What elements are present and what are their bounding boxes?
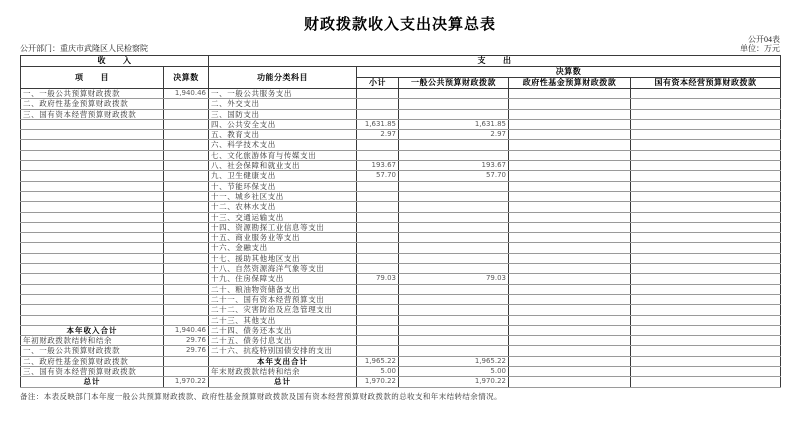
header-function-category: 功能分类科目: [209, 67, 357, 89]
expense-gov-fund-cell: [509, 315, 631, 325]
table-row: [21, 356, 781, 366]
expense-subtotal-cell: [357, 294, 399, 304]
income-item-cell: [21, 181, 164, 191]
table-row: [21, 181, 781, 191]
table-row: [21, 150, 781, 160]
income-amount-cell: [164, 264, 209, 274]
expense-item-cell: 二十一、国有资本经营预算支出: [209, 294, 357, 304]
income-item-cell: 总计: [21, 377, 164, 387]
expense-item-cell: 二十五、债务付息支出: [209, 336, 357, 346]
expense-state-capital-cell: [631, 325, 781, 335]
table-row: [21, 222, 781, 232]
expense-gov-fund-cell: [509, 367, 631, 377]
income-item-cell: 一、一般公共预算财政拨款: [21, 346, 164, 356]
income-item-cell: [21, 191, 164, 201]
expense-subtotal-cell: [357, 150, 399, 160]
table-row: [21, 377, 781, 387]
expense-subtotal-cell: [357, 99, 399, 109]
expense-gov-fund-cell: [509, 119, 631, 129]
expense-subtotal-cell: [357, 315, 399, 325]
expense-general-public-cell: 5.00: [399, 367, 509, 377]
expense-state-capital-cell: [631, 336, 781, 346]
expense-state-capital-cell: [631, 346, 781, 356]
income-item-cell: [21, 305, 164, 315]
expense-item-cell: 十四、资源勘探工业信息等支出: [209, 222, 357, 232]
expense-state-capital-cell: [631, 274, 781, 284]
expense-subtotal-cell: [357, 305, 399, 315]
header-state-capital-budget: 国有资本经营预算财政拨款: [631, 78, 781, 89]
income-amount-cell: [164, 150, 209, 160]
income-amount-cell: [164, 367, 209, 377]
income-amount-cell: [164, 191, 209, 201]
expense-item-cell: 四、公共安全支出: [209, 119, 357, 129]
expense-gov-fund-cell: [509, 356, 631, 366]
expense-general-public-cell: [399, 202, 509, 212]
expense-subtotal-cell: [357, 222, 399, 232]
meta-block: [20, 35, 780, 54]
expense-general-public-cell: [399, 294, 509, 304]
expense-gov-fund-cell: [509, 253, 631, 263]
expense-general-public-cell: 1,965.22: [399, 356, 509, 366]
expense-general-public-cell: 193.67: [399, 161, 509, 171]
expense-item-cell: 二十六、抗疫特别国债安排的支出: [209, 346, 357, 356]
table-row: [21, 367, 781, 377]
expense-state-capital-cell: [631, 264, 781, 274]
income-amount-cell: [164, 284, 209, 294]
expense-subtotal-cell: 193.67: [357, 161, 399, 171]
header-general-public-budget: 一般公共预算财政拨款: [399, 78, 509, 89]
income-item-cell: [21, 222, 164, 232]
expense-state-capital-cell: [631, 253, 781, 263]
expense-subtotal-cell: [357, 140, 399, 150]
expense-gov-fund-cell: [509, 171, 631, 181]
fiscal-appropriation-table: [20, 55, 781, 388]
table-row: [21, 264, 781, 274]
expense-state-capital-cell: [631, 294, 781, 304]
expense-item-cell: 六、科学技术支出: [209, 140, 357, 150]
expense-state-capital-cell: [631, 315, 781, 325]
expense-state-capital-cell: [631, 212, 781, 222]
expense-gov-fund-cell: [509, 222, 631, 232]
expense-subtotal-cell: 1,631.85: [357, 119, 399, 129]
table-row: [21, 161, 781, 171]
header-subtotal: 小计: [357, 78, 399, 89]
header-gov-fund-budget: 政府性基金预算财政拨款: [509, 78, 631, 89]
expense-gov-fund-cell: [509, 89, 631, 99]
expense-general-public-cell: [399, 89, 509, 99]
expense-subtotal-cell: 1,965.22: [357, 356, 399, 366]
table-row: [21, 284, 781, 294]
expense-subtotal-cell: 5.00: [357, 367, 399, 377]
expense-state-capital-cell: [631, 356, 781, 366]
income-amount-cell: 29.76: [164, 346, 209, 356]
expense-state-capital-cell: [631, 99, 781, 109]
income-item-cell: [21, 253, 164, 263]
expense-state-capital-cell: [631, 150, 781, 160]
expense-subtotal-cell: [357, 284, 399, 294]
expense-general-public-cell: 79.03: [399, 274, 509, 284]
expense-general-public-cell: [399, 253, 509, 263]
expense-general-public-cell: 57.70: [399, 171, 509, 181]
expense-item-cell: 十六、金融支出: [209, 243, 357, 253]
expense-gov-fund-cell: [509, 212, 631, 222]
table-row: [21, 109, 781, 119]
expense-general-public-cell: [399, 212, 509, 222]
expense-gov-fund-cell: [509, 243, 631, 253]
expense-item-cell: 年末财政拨款结转和结余: [209, 367, 357, 377]
expense-subtotal-cell: [357, 243, 399, 253]
expense-general-public-cell: [399, 305, 509, 315]
table-row: [21, 325, 781, 335]
table-row: [21, 202, 781, 212]
table-code: 公开04表: [748, 35, 780, 44]
expense-item-cell: 二十三、其他支出: [209, 315, 357, 325]
expense-gov-fund-cell: [509, 130, 631, 140]
expense-item-cell: 三、国防支出: [209, 109, 357, 119]
income-item-cell: 二、政府性基金预算财政拨款: [21, 356, 164, 366]
income-item-cell: [21, 315, 164, 325]
expense-item-cell: 十三、交通运输支出: [209, 212, 357, 222]
expense-item-cell: 二十、粮油物资储备支出: [209, 284, 357, 294]
expense-state-capital-cell: [631, 233, 781, 243]
expense-gov-fund-cell: [509, 150, 631, 160]
expense-gov-fund-cell: [509, 264, 631, 274]
table-row: [21, 171, 781, 181]
table-row: [21, 130, 781, 140]
expense-general-public-cell: [399, 191, 509, 201]
expense-state-capital-cell: [631, 191, 781, 201]
table-row: [21, 315, 781, 325]
expense-general-public-cell: [399, 222, 509, 232]
expense-gov-fund-cell: [509, 274, 631, 284]
expense-item-cell: 二十四、债务还本支出: [209, 325, 357, 335]
expense-state-capital-cell: [631, 140, 781, 150]
expense-state-capital-cell: [631, 109, 781, 119]
income-item-cell: 三、国有资本经营预算财政拨款: [21, 109, 164, 119]
income-item-cell: [21, 171, 164, 181]
expense-item-cell: 总计: [209, 377, 357, 387]
income-amount-cell: [164, 253, 209, 263]
expense-gov-fund-cell: [509, 161, 631, 171]
income-amount-cell: 29.76: [164, 336, 209, 346]
expense-subtotal-cell: [357, 253, 399, 263]
table-row: [21, 233, 781, 243]
income-amount-cell: [164, 233, 209, 243]
header-expense-section: 支 出: [209, 56, 781, 67]
expense-gov-fund-cell: [509, 377, 631, 387]
income-item-cell: 本年收入合计: [21, 325, 164, 335]
department-label: 公开部门：重庆市武隆区人民检察院: [20, 44, 148, 53]
income-amount-cell: [164, 181, 209, 191]
expense-subtotal-cell: [357, 325, 399, 335]
expense-state-capital-cell: [631, 161, 781, 171]
expense-general-public-cell: 2.97: [399, 130, 509, 140]
table-row: [21, 119, 781, 129]
income-amount-cell: [164, 119, 209, 129]
expense-state-capital-cell: [631, 377, 781, 387]
expense-subtotal-cell: [357, 181, 399, 191]
income-amount-cell: [164, 305, 209, 315]
income-amount-cell: [164, 161, 209, 171]
table-row: [21, 294, 781, 304]
expense-gov-fund-cell: [509, 284, 631, 294]
income-amount-cell: [164, 274, 209, 284]
income-item-cell: [21, 284, 164, 294]
expense-subtotal-cell: [357, 346, 399, 356]
expense-general-public-cell: [399, 150, 509, 160]
footnote: 备注：本表反映部门本年度一般公共预算财政拨款、政府性基金预算财政拨款及国有资本经营预算财政拨款的总收支和年末结转结余情况。: [20, 391, 502, 401]
income-amount-cell: [164, 222, 209, 232]
expense-gov-fund-cell: [509, 202, 631, 212]
income-item-cell: 二、政府性基金预算财政拨款: [21, 99, 164, 109]
expense-general-public-cell: [399, 336, 509, 346]
expense-subtotal-cell: [357, 336, 399, 346]
expense-gov-fund-cell: [509, 181, 631, 191]
expense-gov-fund-cell: [509, 325, 631, 335]
expense-gov-fund-cell: [509, 305, 631, 315]
table-row: [21, 243, 781, 253]
expense-subtotal-cell: [357, 212, 399, 222]
income-amount-cell: 1,970.22: [164, 377, 209, 387]
income-item-cell: [21, 130, 164, 140]
table-row: [21, 191, 781, 201]
income-amount-cell: 1,940.46: [164, 89, 209, 99]
expense-item-cell: 十七、援助其他地区支出: [209, 253, 357, 263]
expense-gov-fund-cell: [509, 294, 631, 304]
expense-general-public-cell: [399, 181, 509, 191]
income-item-cell: [21, 161, 164, 171]
unit-label: 单位：万元: [740, 44, 780, 53]
expense-item-cell: 八、社会保障和就业支出: [209, 161, 357, 171]
expense-general-public-cell: [399, 264, 509, 274]
expense-subtotal-cell: [357, 202, 399, 212]
expense-state-capital-cell: [631, 181, 781, 191]
income-item-cell: [21, 212, 164, 222]
income-amount-cell: [164, 212, 209, 222]
expense-item-cell: 十八、自然资源海洋气象等支出: [209, 264, 357, 274]
income-amount-cell: [164, 130, 209, 140]
expense-subtotal-cell: 1,970.22: [357, 377, 399, 387]
expense-item-cell: 二、外交支出: [209, 99, 357, 109]
header-income-final-amount: 决算数: [164, 67, 209, 89]
expense-general-public-cell: [399, 109, 509, 119]
expense-gov-fund-cell: [509, 99, 631, 109]
expense-subtotal-cell: [357, 89, 399, 99]
expense-state-capital-cell: [631, 367, 781, 377]
income-item-cell: 一、一般公共预算财政拨款: [21, 89, 164, 99]
expense-subtotal-cell: 79.03: [357, 274, 399, 284]
expense-state-capital-cell: [631, 284, 781, 294]
income-amount-cell: [164, 171, 209, 181]
income-amount-cell: [164, 109, 209, 119]
expense-general-public-cell: [399, 346, 509, 356]
expense-general-public-cell: [399, 233, 509, 243]
expense-general-public-cell: 1,970.22: [399, 377, 509, 387]
expense-general-public-cell: [399, 243, 509, 253]
expense-state-capital-cell: [631, 243, 781, 253]
expense-general-public-cell: [399, 99, 509, 109]
expense-subtotal-cell: [357, 191, 399, 201]
income-item-cell: [21, 233, 164, 243]
table-row: [21, 336, 781, 346]
income-amount-cell: 1,940.46: [164, 325, 209, 335]
page-title: 财政拨款收入支出决算总表: [303, 17, 496, 33]
expense-general-public-cell: [399, 325, 509, 335]
income-item-cell: [21, 202, 164, 212]
income-amount-cell: [164, 140, 209, 150]
header-item-column: 项 目: [21, 67, 164, 89]
income-amount-cell: [164, 315, 209, 325]
expense-item-cell: 九、卫生健康支出: [209, 171, 357, 181]
table-row: [21, 305, 781, 315]
expense-state-capital-cell: [631, 202, 781, 212]
expense-item-cell: 十五、商业服务业等支出: [209, 233, 357, 243]
expense-state-capital-cell: [631, 171, 781, 181]
expense-general-public-cell: [399, 140, 509, 150]
expense-item-cell: 本年支出合计: [209, 356, 357, 366]
table-row: [21, 274, 781, 284]
income-amount-cell: [164, 99, 209, 109]
income-amount-cell: [164, 356, 209, 366]
income-amount-cell: [164, 294, 209, 304]
expense-gov-fund-cell: [509, 336, 631, 346]
expense-subtotal-cell: 2.97: [357, 130, 399, 140]
expense-subtotal-cell: [357, 264, 399, 274]
expense-state-capital-cell: [631, 305, 781, 315]
income-item-cell: [21, 140, 164, 150]
expense-item-cell: 一、一般公共服务支出: [209, 89, 357, 99]
income-item-cell: [21, 274, 164, 284]
income-amount-cell: [164, 243, 209, 253]
table-row: [21, 99, 781, 109]
income-amount-cell: [164, 202, 209, 212]
header-income-section: 收 入: [21, 56, 209, 67]
expense-state-capital-cell: [631, 222, 781, 232]
income-item-cell: [21, 294, 164, 304]
expense-general-public-cell: 1,631.85: [399, 119, 509, 129]
table-row: [21, 89, 781, 99]
income-item-cell: 年初财政拨款结转和结余: [21, 336, 164, 346]
expense-gov-fund-cell: [509, 140, 631, 150]
table-row: [21, 212, 781, 222]
expense-general-public-cell: [399, 284, 509, 294]
income-item-cell: [21, 264, 164, 274]
expense-state-capital-cell: [631, 89, 781, 99]
expense-item-cell: 七、文化旅游体育与传媒支出: [209, 150, 357, 160]
expense-item-cell: 十、节能环保支出: [209, 181, 357, 191]
expense-state-capital-cell: [631, 130, 781, 140]
expense-item-cell: 十一、城乡社区支出: [209, 191, 357, 201]
expense-item-cell: 五、教育支出: [209, 130, 357, 140]
expense-general-public-cell: [399, 315, 509, 325]
expense-gov-fund-cell: [509, 109, 631, 119]
table-row: [21, 140, 781, 150]
expense-subtotal-cell: [357, 109, 399, 119]
income-item-cell: 三、国有资本经营预算财政拨款: [21, 367, 164, 377]
expense-subtotal-cell: 57.70: [357, 171, 399, 181]
income-item-cell: [21, 119, 164, 129]
table-row: [21, 253, 781, 263]
expense-item-cell: 十二、农林水支出: [209, 202, 357, 212]
expense-gov-fund-cell: [509, 191, 631, 201]
expense-state-capital-cell: [631, 119, 781, 129]
table-row: [21, 346, 781, 356]
income-item-cell: [21, 150, 164, 160]
expense-subtotal-cell: [357, 233, 399, 243]
income-item-cell: [21, 243, 164, 253]
expense-gov-fund-cell: [509, 346, 631, 356]
expense-gov-fund-cell: [509, 233, 631, 243]
expense-item-cell: 二十二、灾害防治及应急管理支出: [209, 305, 357, 315]
header-expense-final-amount-group: 决算数: [357, 67, 781, 78]
expense-item-cell: 十九、住房保障支出: [209, 274, 357, 284]
